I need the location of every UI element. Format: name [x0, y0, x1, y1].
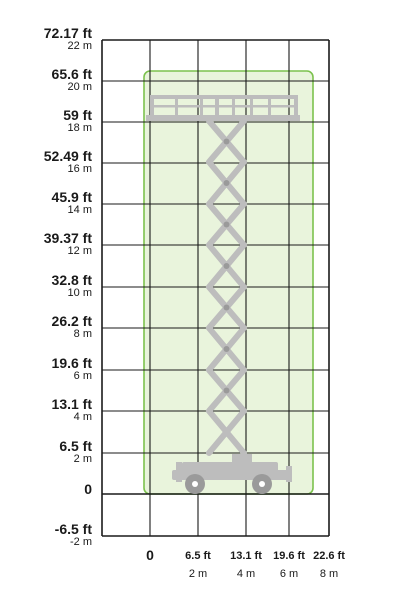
x-tick-label-ft: 22.6 ft — [313, 550, 345, 562]
y-tick-label-ft: 45.9 ft — [51, 189, 92, 205]
y-tick-label-m: 10 m — [67, 287, 92, 299]
x-tick-label-m: 2 m — [188, 568, 208, 580]
y-tick-label-ft: 6.5 ft — [59, 438, 92, 454]
scissor-pivot — [224, 305, 230, 311]
y-tick-label-m: 2 m — [73, 453, 92, 465]
y-tick-label-m: 16 m — [67, 163, 92, 175]
x-tick-label-m: 8 m — [319, 568, 339, 580]
scissor-pivot — [224, 346, 230, 352]
scissor-pivot — [224, 180, 230, 186]
y-tick-label-ft: 52.49 ft — [43, 148, 92, 164]
y-tick-label-ft: 39.37 ft — [43, 230, 92, 246]
y-tick-label-ft: 72.17 ft — [43, 25, 92, 41]
x-tick-label-m: 6 m — [279, 568, 299, 580]
x-tick-label-m: 4 m — [236, 568, 256, 580]
y-tick-label-m: 14 m — [67, 204, 92, 216]
scissor-pivot — [224, 263, 230, 269]
y-tick-label-ft: 13.1 ft — [51, 396, 92, 412]
y-tick-label-ft: 26.2 ft — [51, 313, 92, 329]
y-tick-label-ft: 0 — [84, 481, 92, 497]
y-tick-label-ft: 59 ft — [63, 107, 92, 123]
y-axis-labels — [44, 25, 93, 548]
scissor-pivot — [224, 222, 230, 228]
y-tick-label-m: 8 m — [73, 328, 92, 340]
y-tick-label-m: -2 m — [70, 536, 92, 548]
y-tick-label-m: 6 m — [73, 370, 92, 382]
scissor-pivot — [224, 139, 230, 145]
x-tick-label-ft: 19.6 ft — [273, 550, 305, 562]
y-tick-label-m: 18 m — [67, 122, 92, 134]
x-axis-labels — [146, 547, 345, 580]
y-tick-label-ft: 32.8 ft — [51, 272, 92, 288]
y-tick-label-ft: 19.6 ft — [51, 355, 92, 371]
x-tick-label-ft: 6.5 ft — [185, 550, 211, 562]
scissor-pivot — [224, 388, 230, 394]
y-tick-label-m: 12 m — [67, 245, 92, 257]
x-zero-label: 0 — [146, 547, 154, 563]
y-tick-label-m: 4 m — [73, 411, 92, 423]
y-tick-label-m: 20 m — [67, 81, 92, 93]
y-tick-label-ft: -6.5 ft — [54, 521, 92, 537]
y-tick-label-m: 22 m — [67, 40, 92, 52]
y-tick-label-ft: 65.6 ft — [51, 66, 92, 82]
x-tick-label-ft: 13.1 ft — [230, 550, 262, 562]
